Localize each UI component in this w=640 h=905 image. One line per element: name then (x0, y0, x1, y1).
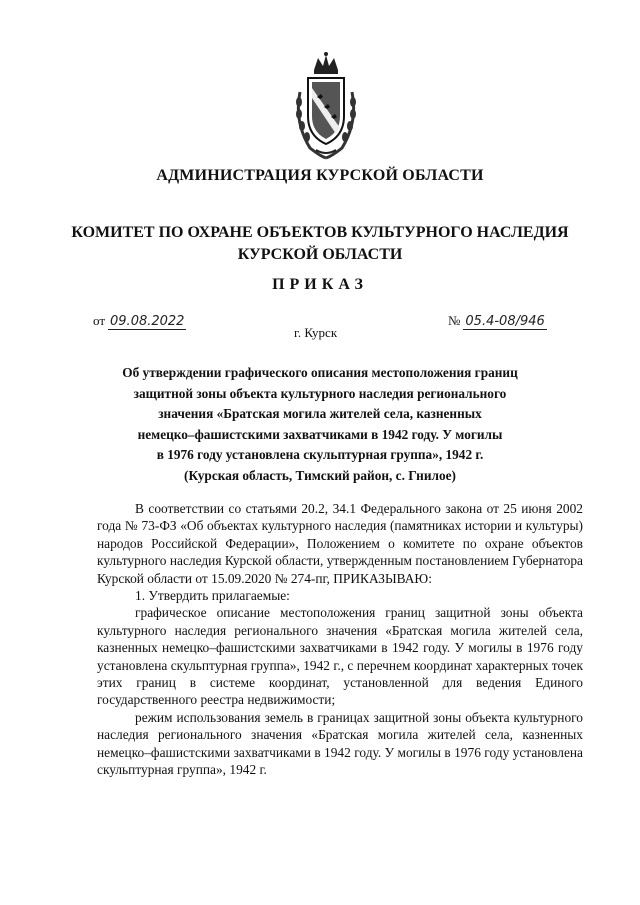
title-line: (Курская область, Тимский район, с. Гнилое) (184, 467, 456, 483)
body-paragraph-graphic-description: графическое описание местоположения границ защитной зоны объекта культурного наследия регионального значения «Братская могила жителей села, казненных немецко–фашистскими захватчиками в 1942 году. У могилы в 1976 году установлена скульптурная группа», 1942 г., с перечнем координат характерных точек этих границ в системе координат, установленной для ведения Единого государственного реестра недвижимости; (97, 605, 583, 708)
administration-heading: АДМИНИСТРАЦИЯ КУРСКОЙ ОБЛАСТИ (156, 167, 484, 184)
order-number (448, 313, 547, 329)
document-body (97, 500, 583, 779)
title-line: в 1976 году установлена скульптурная группа», 1942 г. (156, 447, 484, 462)
title-line: немецко–фашистскими захватчиками в 1942 году. У могилы (137, 426, 503, 442)
committee-heading-line1: КОМИТЕТ ПО ОХРАНЕ ОБЪЕКТОВ КУЛЬТУРНОГО НАСЛЕДИЯ (71, 224, 569, 241)
body-paragraph-land-use-regime: режим использования земель в границах защитной зоны объекта культурного наследия регионального значения «Братская могила жителей села, казненных немецко–фашистскими захватчиками в 1942 году. У могилы в 1976 году установлена скульптурная группа», 1942 г. (97, 709, 583, 778)
body-paragraph-approve: 1. Утвердить прилагаемые: (135, 588, 290, 604)
title-line: защитной зоны объекта культурного наследия регионального (133, 385, 507, 401)
committee-heading-line2: КУРСКОЙ ОБЛАСТИ (237, 246, 403, 263)
document-title (105, 363, 535, 486)
number-label: № (448, 313, 461, 328)
date-value: 09.08.2022 (110, 314, 185, 329)
coat-of-arms-icon (290, 52, 362, 160)
body-paragraph-legal-basis: В соответствии со статьями 20.2, 34.1 Федерального закона от 25 июня 2002 года № 73-ФЗ «Об объектах культурного наследия (памятниках истории и культуры) народов Российской Федерации», Положением о комитете по охране объектов культурного наследия Курской области, утвержденным постановлением Губернатора Курской области от 15.09.2020 № 274-пг, ПРИКАЗЫВАЮ: (97, 501, 583, 586)
committee-heading (60, 222, 580, 266)
title-line: значения «Братская могила жителей села, казненных (158, 406, 482, 421)
title-line: Об утверждении графического описания местоположения границ (122, 365, 518, 380)
order-date (93, 313, 186, 329)
document-type-heading: ПРИКАЗ (272, 276, 368, 293)
number-value: 05.4-08/946 (465, 314, 545, 329)
date-label: от (93, 313, 106, 328)
city-label: г. Курск (294, 325, 338, 340)
